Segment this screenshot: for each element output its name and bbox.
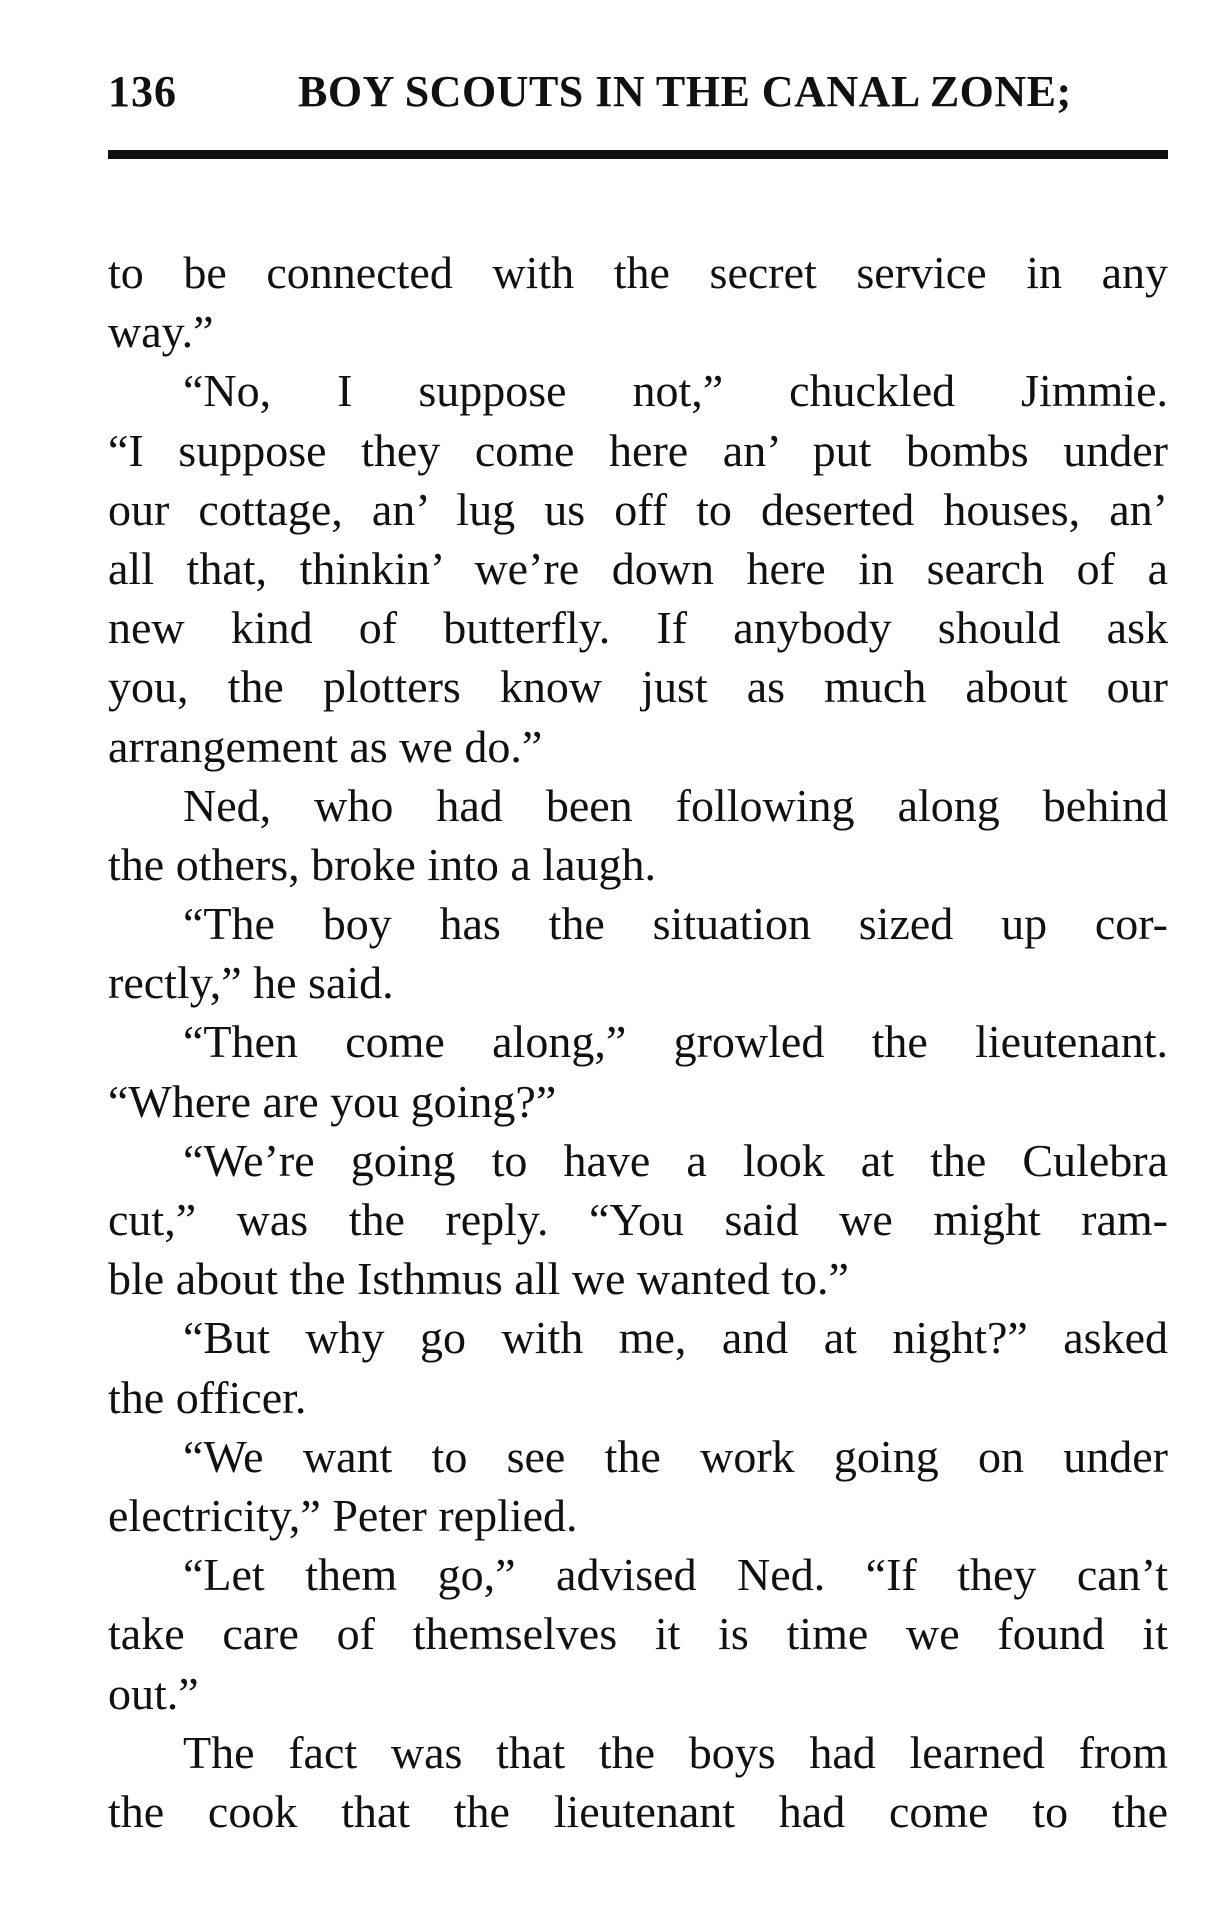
text-line: ble about the Isthmus all we wanted to.” xyxy=(108,1253,849,1305)
text-line: the officer. xyxy=(108,1371,307,1423)
text-line: all that, thinkin’ we’re down here in search of a xyxy=(108,542,1168,594)
text-line: “Where are you going?” xyxy=(108,1075,557,1127)
text-line: out.” xyxy=(108,1667,199,1719)
text-line: “No, I suppose not,” chuckled Jimmie. xyxy=(183,365,1168,417)
running-title: BOY SCOUTS IN THE CANAL ZONE; xyxy=(298,67,1072,116)
text-line: the others, broke into a laugh. xyxy=(108,838,657,890)
text-line: The fact was that the boys had learned from xyxy=(183,1726,1168,1778)
page-number: 136 xyxy=(108,67,177,116)
text-line: cut,” was the reply. “You said we might ram- xyxy=(108,1194,1168,1245)
page-header xyxy=(108,58,1168,128)
text-line: “Let them go,” advised Ned. “If they can’t xyxy=(183,1549,1168,1601)
text-line: electricity,” Peter replied. xyxy=(108,1489,578,1541)
text-line: new kind of butterfly. If anybody should ask xyxy=(108,602,1168,654)
text-line: take care of themselves it is time we found it xyxy=(108,1608,1168,1660)
text-line: rectly,” he said. xyxy=(108,957,394,1009)
text-line: “We want to see the work going on under xyxy=(183,1430,1168,1482)
text-line: “The boy has the situation sized up cor- xyxy=(183,898,1168,950)
text-line: you, the plotters know just as much about our xyxy=(108,661,1168,713)
body-text xyxy=(108,243,1168,1841)
text-line: to be connected with the secret service in any xyxy=(108,247,1168,298)
text-line: arrangement as we do.” xyxy=(108,720,543,772)
text-line: “I suppose they come here an’ put bombs under xyxy=(108,424,1168,476)
text-line: the cook that the lieutenant had come to the xyxy=(108,1785,1168,1837)
text-line: Ned, who had been following along behind xyxy=(183,779,1168,831)
text-line: “But why go with me, and at night?” asked xyxy=(183,1312,1168,1364)
text-line: our cottage, an’ lug us off to deserted houses, an’ xyxy=(108,483,1168,535)
text-line: way.” xyxy=(108,306,214,358)
text-line: “We’re going to have a look at the Culebra xyxy=(183,1134,1168,1186)
text-line: “Then come along,” growled the lieutenant. xyxy=(183,1016,1168,1068)
header-rule xyxy=(108,150,1168,159)
